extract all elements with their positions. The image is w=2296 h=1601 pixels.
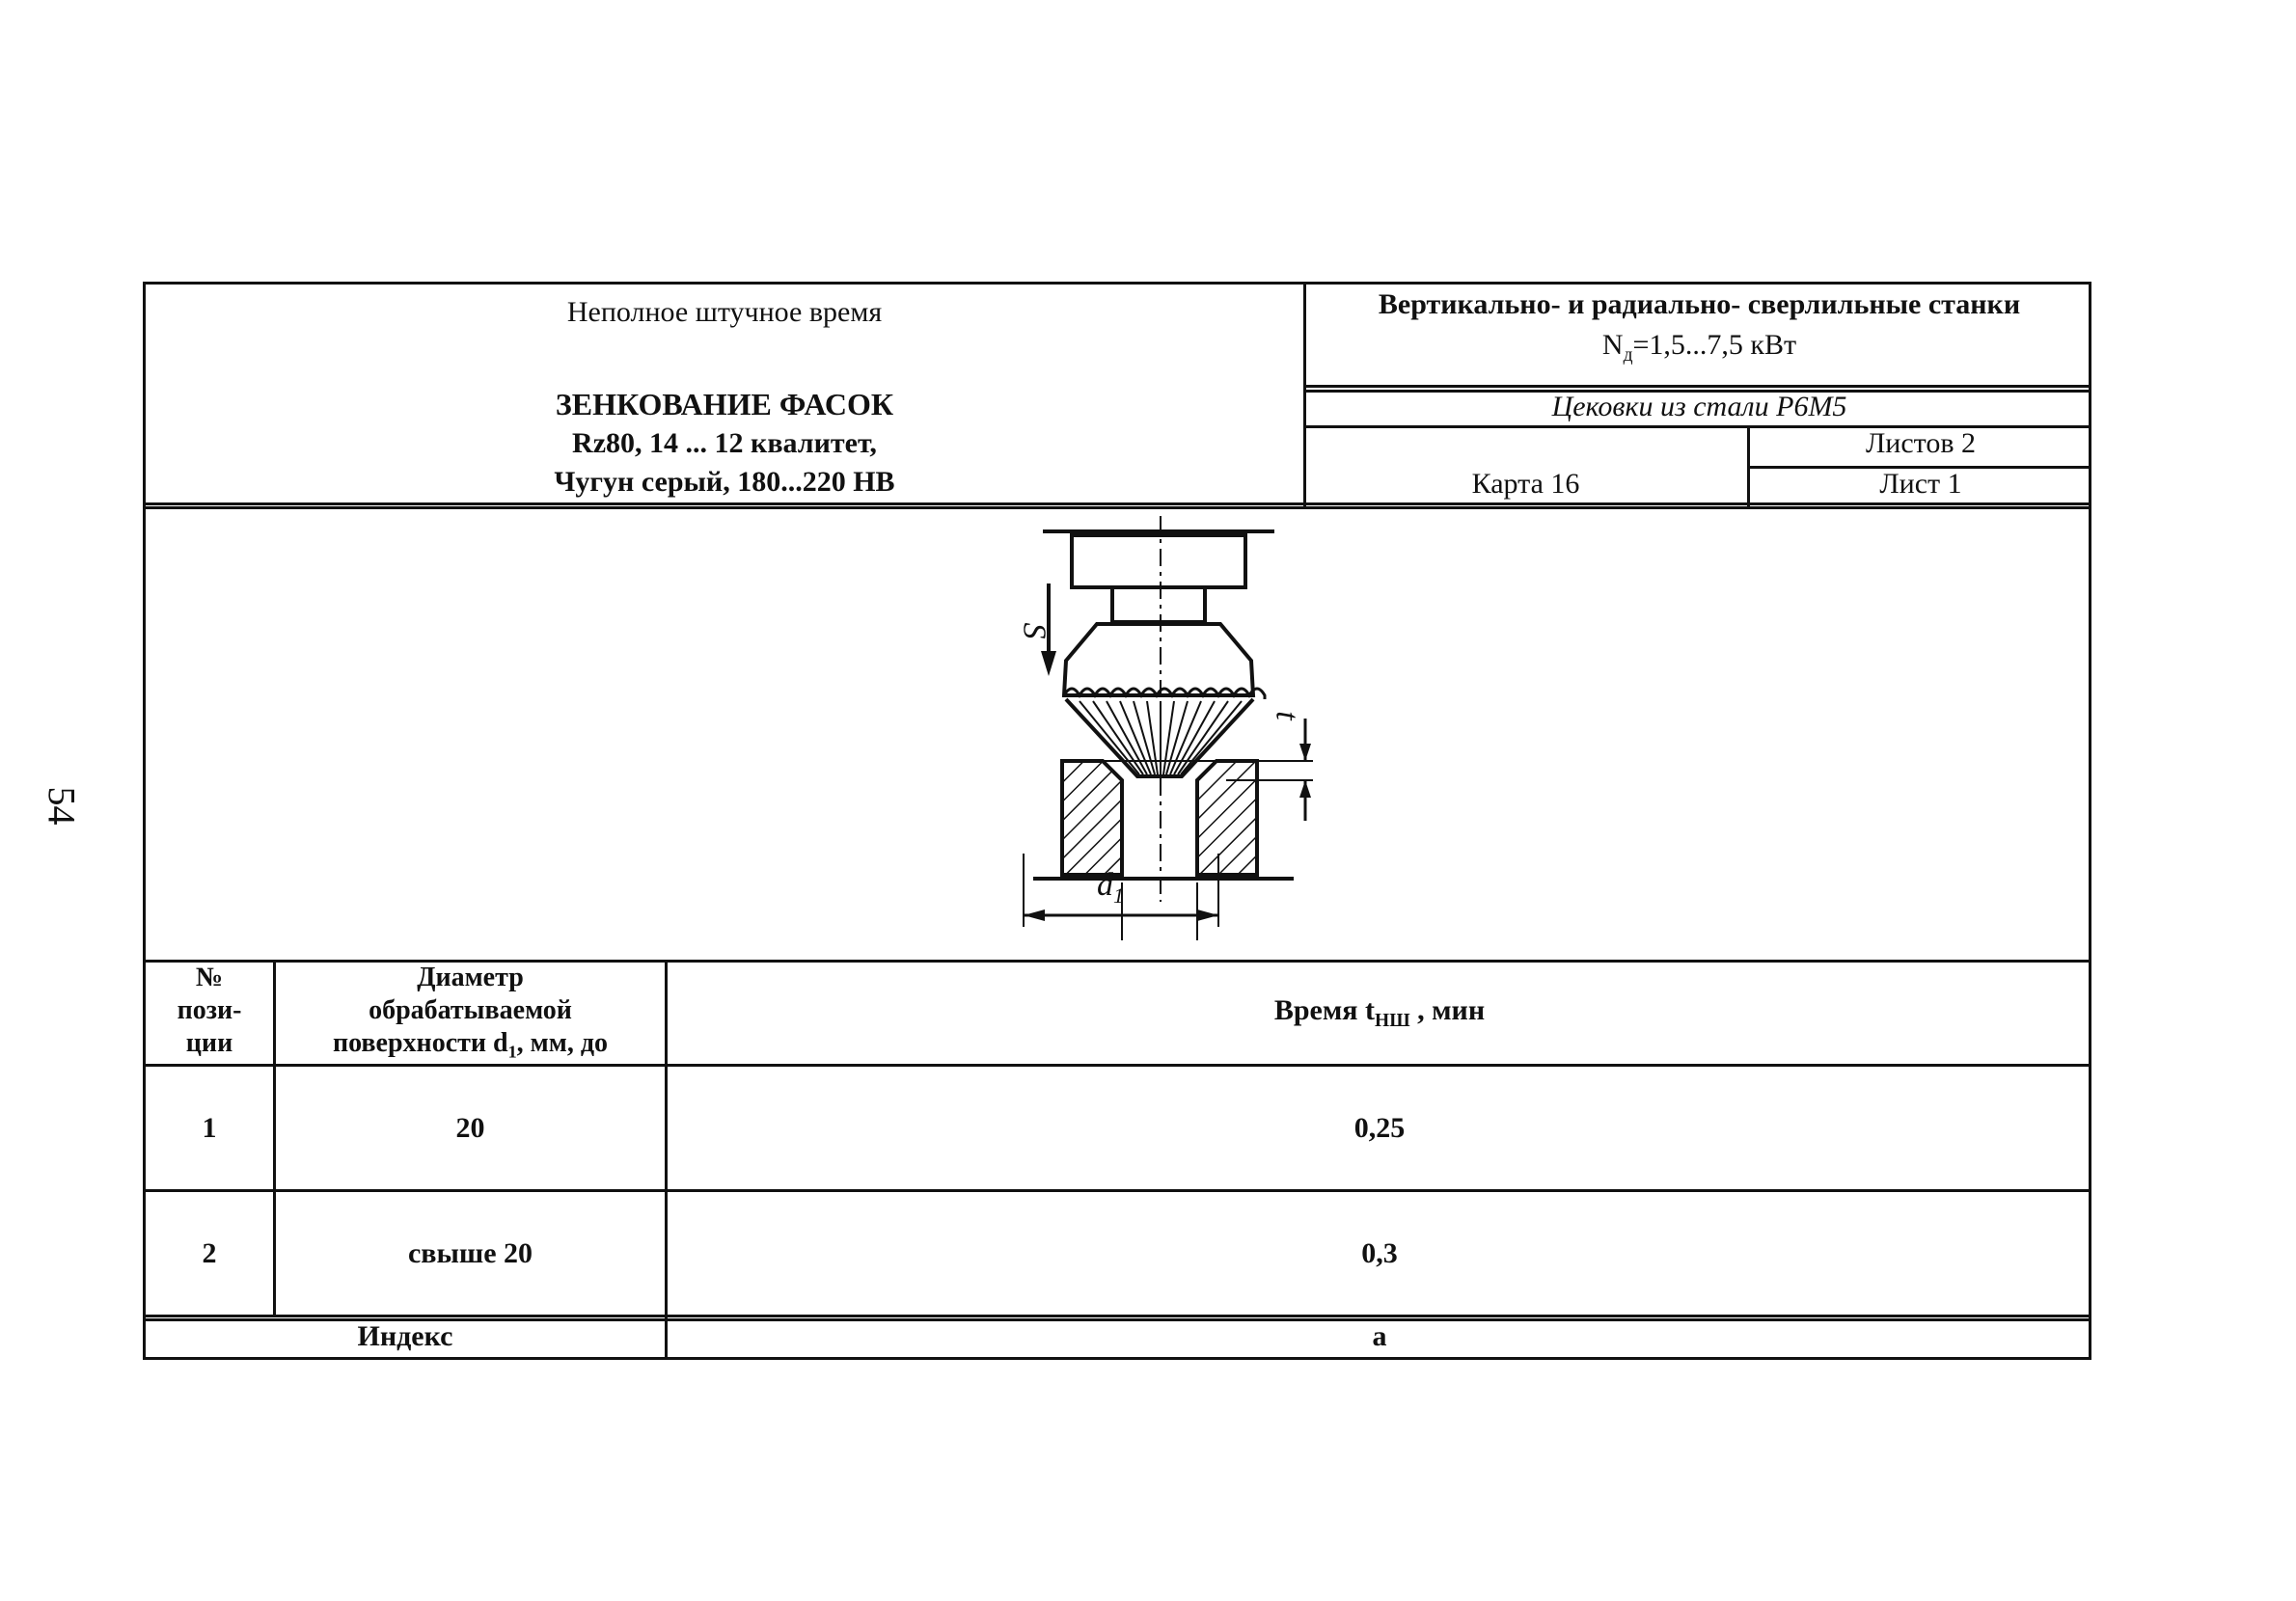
col-time-header: Время $t_{НШ}$ , мин xyxy=(1273,994,1486,1031)
material-line: Чугун серый, 180...220 НВ xyxy=(554,466,895,498)
tool-line: Цековки из стали Р6М5 xyxy=(1551,391,1847,422)
col-diam-header xyxy=(276,962,665,1069)
row-2-time: 0,3 xyxy=(1361,1237,1398,1269)
row-2-pos: 2 xyxy=(202,1237,217,1269)
operation-title: ЗЕНКОВАНИЕ ФАСОК xyxy=(555,387,894,421)
doc-type: Неполное штучное время xyxy=(566,296,883,328)
row-1-pos: 1 xyxy=(202,1112,217,1144)
col-diam-line-1: Диаметр xyxy=(417,963,524,992)
power-value: =1,5...7,5 кВт xyxy=(1632,329,1797,361)
col-pos-line-1: № xyxy=(195,963,224,992)
card-number: Карта 16 xyxy=(1471,468,1580,500)
index-label: Индекс xyxy=(357,1320,453,1352)
index-value: а xyxy=(1372,1320,1387,1352)
power-sub: д xyxy=(1623,345,1633,366)
row-1-diam: 20 xyxy=(455,1112,485,1144)
diameter-label xyxy=(1097,867,1124,909)
page-number: 54 xyxy=(40,786,84,826)
col-pos-line-2: пози- xyxy=(177,995,242,1025)
sheet-number: Лист 1 xyxy=(1879,468,1962,500)
depth-label: t xyxy=(1269,711,1305,720)
power-prefix: N xyxy=(1601,329,1624,361)
machine-line: Вертикально- и радиально- сверлильные станки xyxy=(1378,288,2021,320)
norm-card xyxy=(143,282,2091,1360)
sheets-total: Листов 2 xyxy=(1865,427,1977,459)
row-2-diam: свыше 20 xyxy=(407,1237,533,1269)
power-line xyxy=(1306,329,2092,366)
col-diam-line-2: обрабатываемой xyxy=(369,995,572,1025)
diameter-letter: d xyxy=(1097,867,1113,903)
spec-line: Rz80, 14 ... 12 квалитет, xyxy=(572,427,877,459)
diameter-sub: 1 xyxy=(1113,882,1125,908)
col-diam-line-3: поверхности $d_1$, мм, до xyxy=(333,1028,608,1062)
col-pos-line-3: ции xyxy=(185,1028,233,1058)
row-1-time: 0,25 xyxy=(1353,1112,1406,1144)
feed-label: S xyxy=(1016,622,1052,639)
col-pos-header xyxy=(146,962,273,1060)
diameter-dimension xyxy=(1014,854,1303,931)
